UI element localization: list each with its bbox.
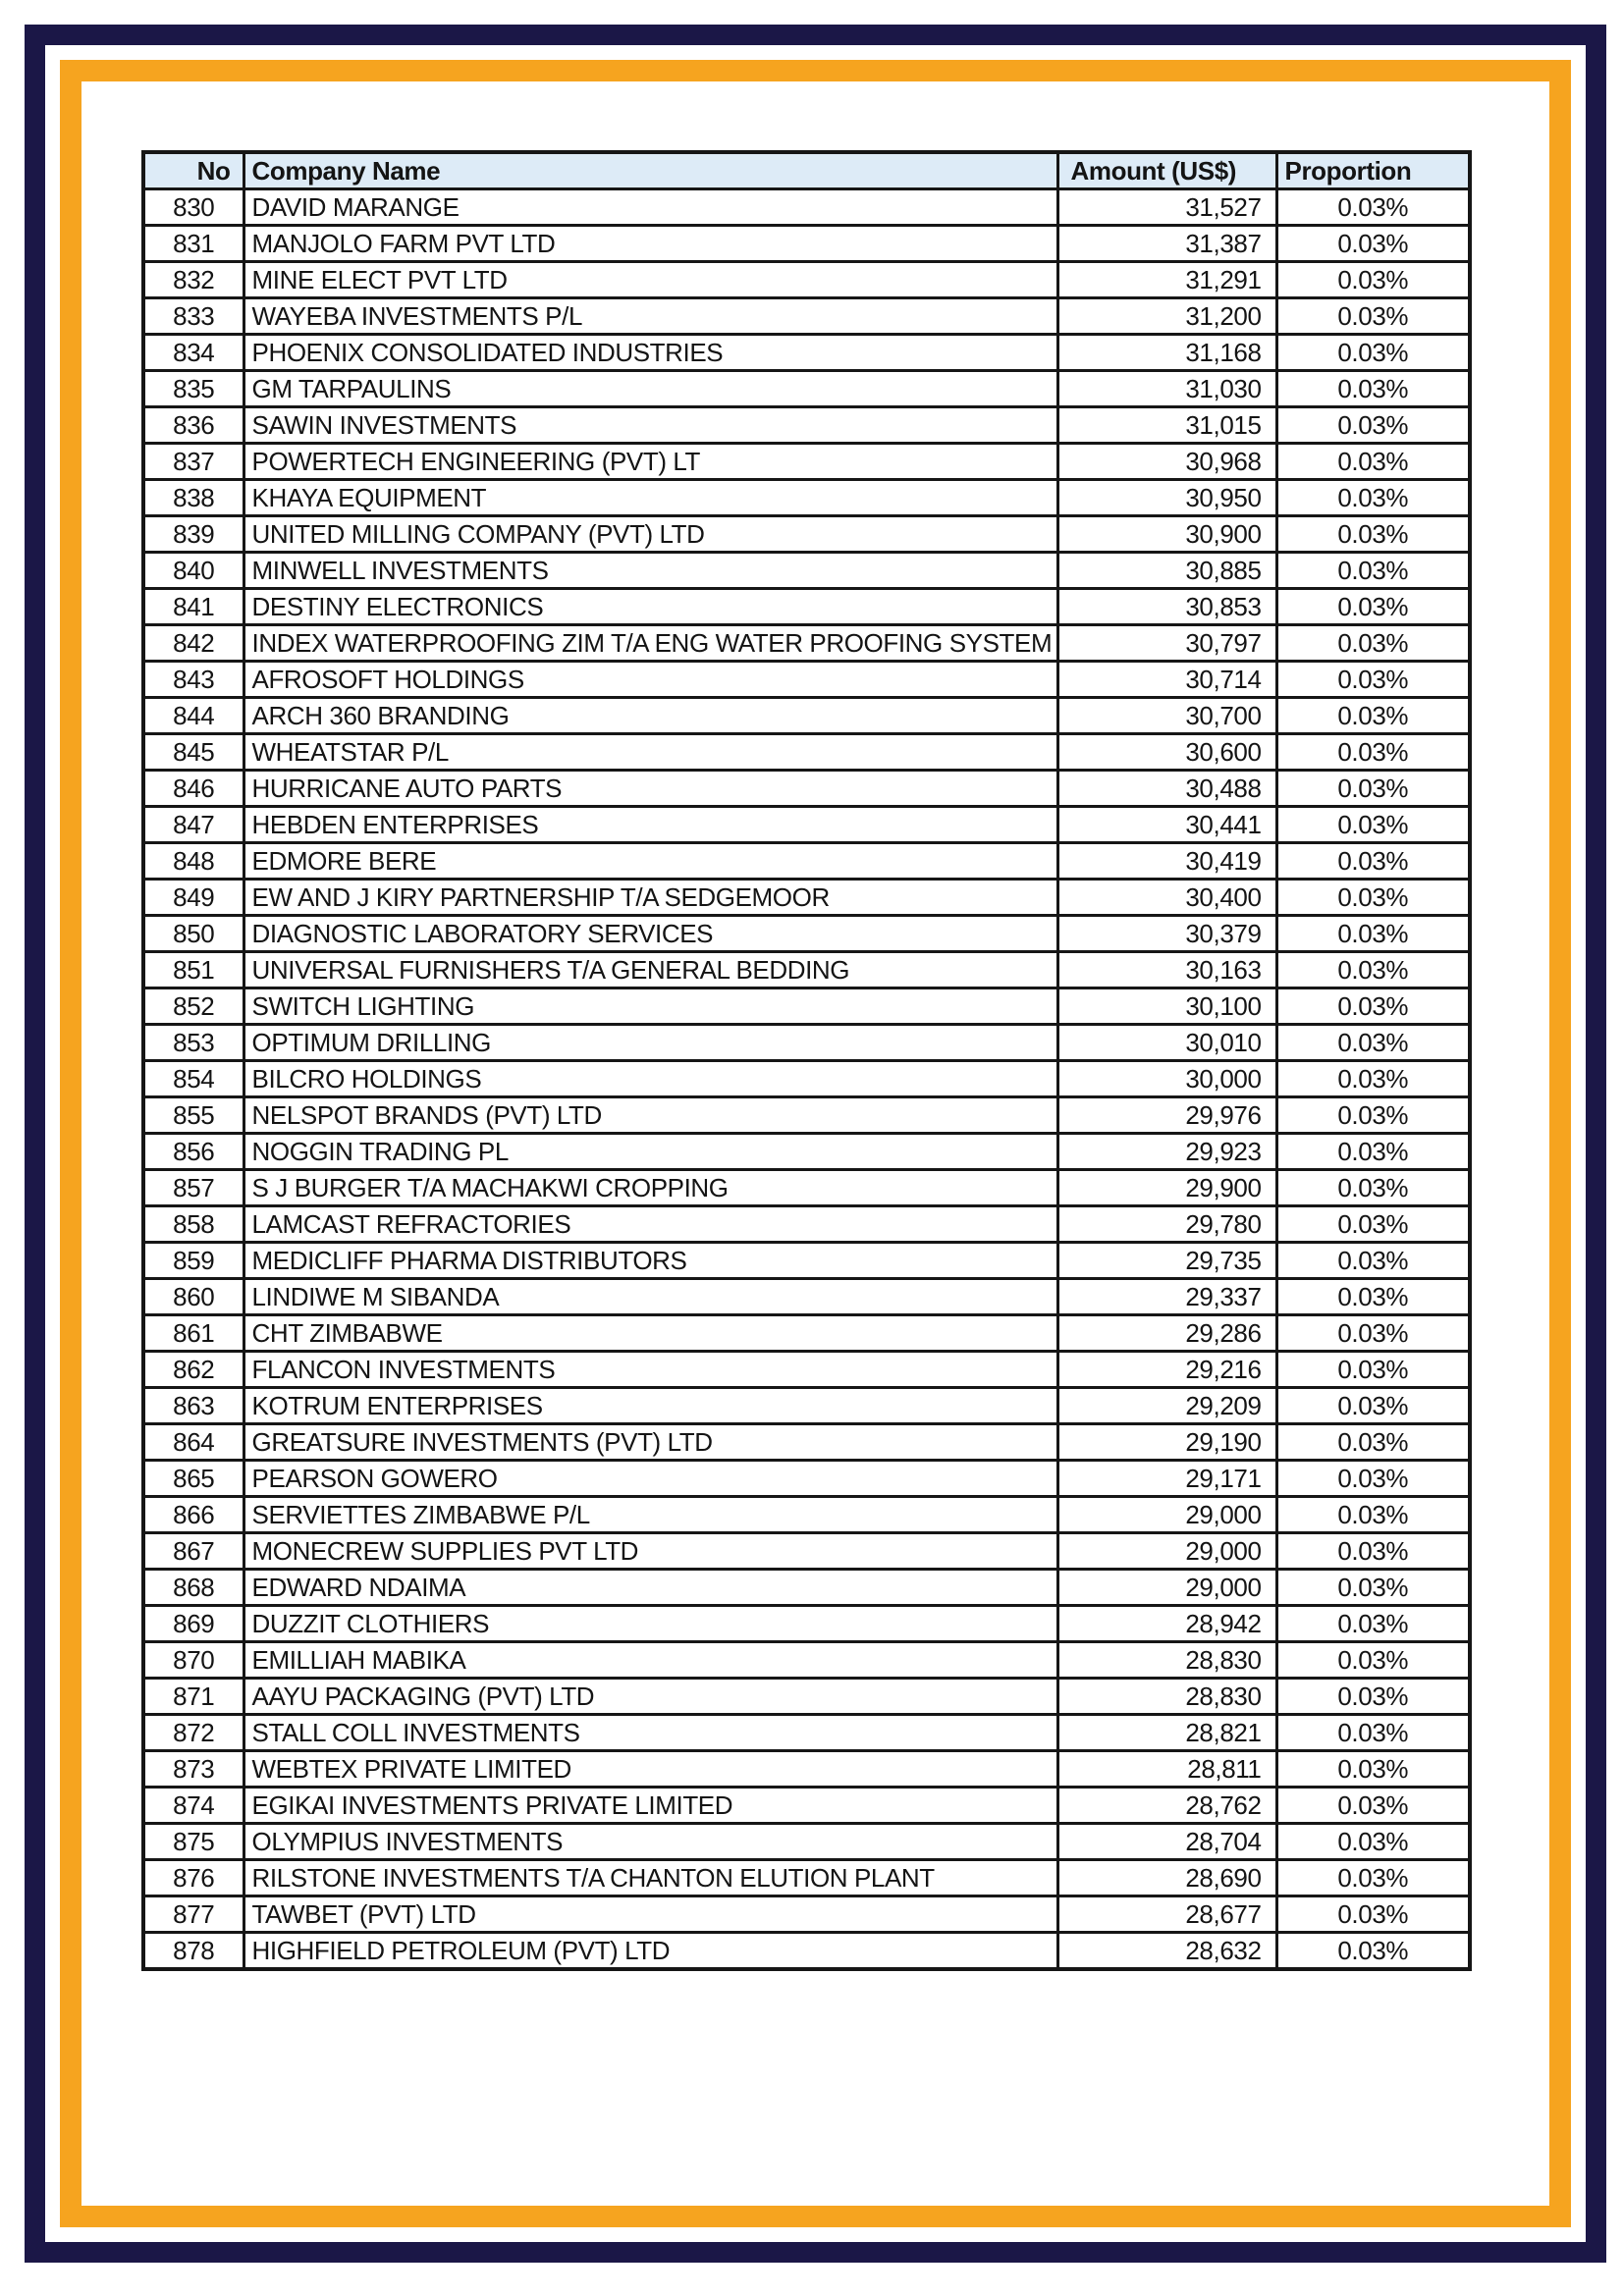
table-row: [143, 1533, 1470, 1570]
cell-amount: 31,387: [1057, 226, 1276, 262]
cell-amount: 30,900: [1057, 516, 1276, 553]
table-row: [143, 335, 1470, 371]
cell-no: 854: [143, 1061, 243, 1097]
cell-proportion: 0.03%: [1276, 1424, 1470, 1461]
cell-company-name: SWITCH LIGHTING: [243, 988, 1057, 1025]
cell-company-name: ARCH 360 BRANDING: [243, 698, 1057, 734]
cell-amount: 28,830: [1057, 1679, 1276, 1715]
cell-proportion: 0.03%: [1276, 1497, 1470, 1533]
cell-proportion: 0.03%: [1276, 1097, 1470, 1134]
cell-proportion: 0.03%: [1276, 1243, 1470, 1279]
cell-amount: 30,950: [1057, 480, 1276, 516]
cell-company-name: WHEATSTAR P/L: [243, 734, 1057, 771]
cell-amount: 29,900: [1057, 1170, 1276, 1206]
cell-amount: 29,000: [1057, 1533, 1276, 1570]
cell-company-name: NOGGIN TRADING PL: [243, 1134, 1057, 1170]
cell-amount: 30,968: [1057, 444, 1276, 480]
table-row: [143, 1243, 1470, 1279]
cell-no: 840: [143, 553, 243, 589]
cell-company-name: LINDIWE M SIBANDA: [243, 1279, 1057, 1315]
cell-proportion: 0.03%: [1276, 1134, 1470, 1170]
table-row: [143, 589, 1470, 625]
cell-proportion: 0.03%: [1276, 1933, 1470, 1970]
table-row: [143, 1788, 1470, 1824]
cell-no: 873: [143, 1751, 243, 1788]
cell-amount: 31,291: [1057, 262, 1276, 298]
table-row: [143, 553, 1470, 589]
cell-amount: 29,000: [1057, 1570, 1276, 1606]
cell-amount: 30,488: [1057, 771, 1276, 807]
cell-no: 868: [143, 1570, 243, 1606]
cell-company-name: POWERTECH ENGINEERING (PVT) LT: [243, 444, 1057, 480]
cell-no: 836: [143, 407, 243, 444]
table-row: [143, 1751, 1470, 1788]
cell-no: 867: [143, 1533, 243, 1570]
cell-proportion: 0.03%: [1276, 1025, 1470, 1061]
table-row: [143, 952, 1470, 988]
table-row: [143, 444, 1470, 480]
cell-no: 865: [143, 1461, 243, 1497]
cell-company-name: MINE ELECT PVT LTD: [243, 262, 1057, 298]
cell-company-name: EW AND J KIRY PARTNERSHIP T/A SEDGEMOOR: [243, 880, 1057, 916]
cell-amount: 30,600: [1057, 734, 1276, 771]
table-row: [143, 1824, 1470, 1860]
cell-company-name: UNIVERSAL FURNISHERS T/A GENERAL BEDDING: [243, 952, 1057, 988]
cell-amount: 28,762: [1057, 1788, 1276, 1824]
cell-company-name: NELSPOT BRANDS (PVT) LTD: [243, 1097, 1057, 1134]
table-row: [143, 880, 1470, 916]
cell-proportion: 0.03%: [1276, 371, 1470, 407]
cell-proportion: 0.03%: [1276, 1461, 1470, 1497]
cell-company-name: OPTIMUM DRILLING: [243, 1025, 1057, 1061]
table-row: [143, 1642, 1470, 1679]
header-row: [143, 152, 1470, 189]
cell-amount: 31,030: [1057, 371, 1276, 407]
cell-amount: 31,015: [1057, 407, 1276, 444]
cell-proportion: 0.03%: [1276, 480, 1470, 516]
cell-proportion: 0.03%: [1276, 1860, 1470, 1896]
table-row: [143, 625, 1470, 662]
cell-no: 833: [143, 298, 243, 335]
cell-no: 850: [143, 916, 243, 952]
cell-no: 856: [143, 1134, 243, 1170]
cell-proportion: 0.03%: [1276, 916, 1470, 952]
cell-amount: 29,286: [1057, 1315, 1276, 1352]
cell-company-name: S J BURGER T/A MACHAKWI CROPPING: [243, 1170, 1057, 1206]
cell-proportion: 0.03%: [1276, 1679, 1470, 1715]
cell-amount: 28,811: [1057, 1751, 1276, 1788]
table-row: [143, 1497, 1470, 1533]
cell-amount: 31,527: [1057, 189, 1276, 226]
cell-company-name: WEBTEX PRIVATE LIMITED: [243, 1751, 1057, 1788]
cell-proportion: 0.03%: [1276, 553, 1470, 589]
cell-company-name: EDMORE BERE: [243, 843, 1057, 880]
cell-company-name: UNITED MILLING COMPANY (PVT) LTD: [243, 516, 1057, 553]
cell-proportion: 0.03%: [1276, 1606, 1470, 1642]
cell-amount: 29,337: [1057, 1279, 1276, 1315]
cell-proportion: 0.03%: [1276, 1642, 1470, 1679]
cell-amount: 29,190: [1057, 1424, 1276, 1461]
outer-navy-border: [25, 25, 1606, 2263]
cell-amount: 31,200: [1057, 298, 1276, 335]
cell-amount: 28,830: [1057, 1642, 1276, 1679]
cell-company-name: LAMCAST REFRACTORIES: [243, 1206, 1057, 1243]
cell-no: 874: [143, 1788, 243, 1824]
cell-no: 832: [143, 262, 243, 298]
cell-no: 858: [143, 1206, 243, 1243]
cell-proportion: 0.03%: [1276, 298, 1470, 335]
cell-amount: 30,100: [1057, 988, 1276, 1025]
cell-amount: 30,714: [1057, 662, 1276, 698]
cell-amount: 29,780: [1057, 1206, 1276, 1243]
cell-company-name: GM TARPAULINS: [243, 371, 1057, 407]
cell-proportion: 0.03%: [1276, 444, 1470, 480]
cell-no: 846: [143, 771, 243, 807]
table-row: [143, 662, 1470, 698]
cell-amount: 30,885: [1057, 553, 1276, 589]
table-row: [143, 1025, 1470, 1061]
cell-amount: 28,677: [1057, 1896, 1276, 1933]
cell-proportion: 0.03%: [1276, 952, 1470, 988]
table-row: [143, 988, 1470, 1025]
cell-no: 848: [143, 843, 243, 880]
cell-amount: 30,000: [1057, 1061, 1276, 1097]
company-amount-table: [141, 150, 1472, 1971]
cell-amount: 30,797: [1057, 625, 1276, 662]
cell-proportion: 0.03%: [1276, 1352, 1470, 1388]
table-row: [143, 1206, 1470, 1243]
cell-company-name: MANJOLO FARM PVT LTD: [243, 226, 1057, 262]
cell-proportion: 0.03%: [1276, 407, 1470, 444]
cell-company-name: EMILLIAH MABIKA: [243, 1642, 1057, 1679]
table-row: [143, 226, 1470, 262]
cell-no: 845: [143, 734, 243, 771]
cell-company-name: MONECREW SUPPLIES PVT LTD: [243, 1533, 1057, 1570]
cell-proportion: 0.03%: [1276, 734, 1470, 771]
table-row: [143, 916, 1470, 952]
cell-proportion: 0.03%: [1276, 698, 1470, 734]
cell-no: 843: [143, 662, 243, 698]
table-row: [143, 1606, 1470, 1642]
header-amount: Amount (US$): [1057, 152, 1276, 189]
cell-proportion: 0.03%: [1276, 1061, 1470, 1097]
cell-company-name: DAVID MARANGE: [243, 189, 1057, 226]
cell-company-name: PEARSON GOWERO: [243, 1461, 1057, 1497]
cell-amount: 28,821: [1057, 1715, 1276, 1751]
cell-no: 871: [143, 1679, 243, 1715]
cell-proportion: 0.03%: [1276, 1170, 1470, 1206]
cell-no: 842: [143, 625, 243, 662]
cell-company-name: RILSTONE INVESTMENTS T/A CHANTON ELUTION PLANT: [243, 1860, 1057, 1896]
header-proportion: Proportion: [1276, 152, 1470, 189]
table-row: [143, 516, 1470, 553]
cell-no: 835: [143, 371, 243, 407]
cell-proportion: 0.03%: [1276, 1315, 1470, 1352]
table-row: [143, 371, 1470, 407]
cell-proportion: 0.03%: [1276, 1388, 1470, 1424]
cell-company-name: BILCRO HOLDINGS: [243, 1061, 1057, 1097]
cell-no: 866: [143, 1497, 243, 1533]
cell-proportion: 0.03%: [1276, 1788, 1470, 1824]
cell-no: 841: [143, 589, 243, 625]
cell-company-name: DIAGNOSTIC LABORATORY SERVICES: [243, 916, 1057, 952]
cell-proportion: 0.03%: [1276, 262, 1470, 298]
cell-proportion: 0.03%: [1276, 807, 1470, 843]
table-row: [143, 1134, 1470, 1170]
table-row: [143, 1315, 1470, 1352]
table-row: [143, 407, 1470, 444]
cell-amount: 28,690: [1057, 1860, 1276, 1896]
cell-proportion: 0.03%: [1276, 1715, 1470, 1751]
cell-amount: 30,853: [1057, 589, 1276, 625]
cell-no: 831: [143, 226, 243, 262]
cell-no: 847: [143, 807, 243, 843]
cell-amount: 29,923: [1057, 1134, 1276, 1170]
cell-amount: 30,379: [1057, 916, 1276, 952]
cell-company-name: GREATSURE INVESTMENTS (PVT) LTD: [243, 1424, 1057, 1461]
cell-company-name: MINWELL INVESTMENTS: [243, 553, 1057, 589]
table-row: [143, 1388, 1470, 1424]
cell-no: 869: [143, 1606, 243, 1642]
cell-company-name: TAWBET (PVT) LTD: [243, 1896, 1057, 1933]
cell-no: 830: [143, 189, 243, 226]
table-row: [143, 1715, 1470, 1751]
table-row: [143, 1461, 1470, 1497]
table-body: [143, 189, 1470, 1970]
cell-amount: 29,000: [1057, 1497, 1276, 1533]
cell-amount: 28,632: [1057, 1933, 1276, 1970]
cell-company-name: KHAYA EQUIPMENT: [243, 480, 1057, 516]
cell-company-name: AFROSOFT HOLDINGS: [243, 662, 1057, 698]
cell-company-name: OLYMPIUS INVESTMENTS: [243, 1824, 1057, 1860]
cell-company-name: STALL COLL INVESTMENTS: [243, 1715, 1057, 1751]
cell-no: 839: [143, 516, 243, 553]
cell-amount: 29,171: [1057, 1461, 1276, 1497]
table-row: [143, 698, 1470, 734]
cell-company-name: WAYEBA INVESTMENTS P/L: [243, 298, 1057, 335]
cell-company-name: FLANCON INVESTMENTS: [243, 1352, 1057, 1388]
cell-proportion: 0.03%: [1276, 880, 1470, 916]
cell-company-name: HURRICANE AUTO PARTS: [243, 771, 1057, 807]
table-row: [143, 480, 1470, 516]
cell-no: 851: [143, 952, 243, 988]
cell-no: 834: [143, 335, 243, 371]
cell-no: 860: [143, 1279, 243, 1315]
cell-amount: 30,400: [1057, 880, 1276, 916]
table-row: [143, 298, 1470, 335]
table-row: [143, 1679, 1470, 1715]
cell-no: 857: [143, 1170, 243, 1206]
table-row: [143, 1896, 1470, 1933]
header-no: No: [143, 152, 243, 189]
cell-no: 855: [143, 1097, 243, 1134]
cell-no: 878: [143, 1933, 243, 1970]
cell-proportion: 0.03%: [1276, 625, 1470, 662]
cell-proportion: 0.03%: [1276, 843, 1470, 880]
cell-company-name: MEDICLIFF PHARMA DISTRIBUTORS: [243, 1243, 1057, 1279]
table-row: [143, 771, 1470, 807]
table-row: [143, 1170, 1470, 1206]
table-row: [143, 1352, 1470, 1388]
cell-company-name: KOTRUM ENTERPRISES: [243, 1388, 1057, 1424]
cell-amount: 29,976: [1057, 1097, 1276, 1134]
cell-proportion: 0.03%: [1276, 189, 1470, 226]
cell-amount: 28,942: [1057, 1606, 1276, 1642]
inner-orange-border: [60, 60, 1571, 2227]
cell-company-name: CHT ZIMBABWE: [243, 1315, 1057, 1352]
cell-company-name: PHOENIX CONSOLIDATED INDUSTRIES: [243, 335, 1057, 371]
cell-proportion: 0.03%: [1276, 516, 1470, 553]
cell-no: 844: [143, 698, 243, 734]
cell-proportion: 0.03%: [1276, 988, 1470, 1025]
cell-proportion: 0.03%: [1276, 226, 1470, 262]
cell-no: 875: [143, 1824, 243, 1860]
cell-company-name: EDWARD NDAIMA: [243, 1570, 1057, 1606]
cell-proportion: 0.03%: [1276, 1570, 1470, 1606]
table-row: [143, 1424, 1470, 1461]
cell-proportion: 0.03%: [1276, 1824, 1470, 1860]
table-row: [143, 1860, 1470, 1896]
cell-amount: 30,010: [1057, 1025, 1276, 1061]
cell-amount: 30,419: [1057, 843, 1276, 880]
table-row: [143, 1279, 1470, 1315]
cell-amount: 31,168: [1057, 335, 1276, 371]
cell-company-name: INDEX WATERPROOFING ZIM T/A ENG WATER PROOFING SYSTEM: [243, 625, 1057, 662]
cell-company-name: HEBDEN ENTERPRISES: [243, 807, 1057, 843]
cell-amount: 29,209: [1057, 1388, 1276, 1424]
cell-company-name: DESTINY ELECTRONICS: [243, 589, 1057, 625]
cell-company-name: EGIKAI INVESTMENTS PRIVATE LIMITED: [243, 1788, 1057, 1824]
cell-company-name: AAYU PACKAGING (PVT) LTD: [243, 1679, 1057, 1715]
cell-no: 876: [143, 1860, 243, 1896]
header-company-name: Company Name: [243, 152, 1057, 189]
cell-amount: 29,216: [1057, 1352, 1276, 1388]
table-row: [143, 843, 1470, 880]
table-row: [143, 1570, 1470, 1606]
cell-company-name: DUZZIT CLOTHIERS: [243, 1606, 1057, 1642]
cell-no: 864: [143, 1424, 243, 1461]
cell-no: 870: [143, 1642, 243, 1679]
cell-no: 862: [143, 1352, 243, 1388]
table-row: [143, 1933, 1470, 1970]
cell-proportion: 0.03%: [1276, 1206, 1470, 1243]
cell-no: 872: [143, 1715, 243, 1751]
cell-no: 852: [143, 988, 243, 1025]
cell-no: 861: [143, 1315, 243, 1352]
cell-proportion: 0.03%: [1276, 1896, 1470, 1933]
cell-amount: 28,704: [1057, 1824, 1276, 1860]
table-row: [143, 734, 1470, 771]
cell-amount: 30,441: [1057, 807, 1276, 843]
cell-no: 877: [143, 1896, 243, 1933]
cell-proportion: 0.03%: [1276, 662, 1470, 698]
cell-no: 859: [143, 1243, 243, 1279]
table-row: [143, 189, 1470, 226]
cell-amount: 29,735: [1057, 1243, 1276, 1279]
cell-no: 849: [143, 880, 243, 916]
table-row: [143, 1097, 1470, 1134]
table-row: [143, 807, 1470, 843]
cell-company-name: HIGHFIELD PETROLEUM (PVT) LTD: [243, 1933, 1057, 1970]
cell-no: 837: [143, 444, 243, 480]
cell-no: 853: [143, 1025, 243, 1061]
table-header: [143, 152, 1470, 189]
cell-proportion: 0.03%: [1276, 771, 1470, 807]
cell-proportion: 0.03%: [1276, 335, 1470, 371]
cell-proportion: 0.03%: [1276, 1279, 1470, 1315]
cell-proportion: 0.03%: [1276, 1751, 1470, 1788]
cell-amount: 30,163: [1057, 952, 1276, 988]
cell-company-name: SERVIETTES ZIMBABWE P/L: [243, 1497, 1057, 1533]
table-row: [143, 262, 1470, 298]
cell-no: 863: [143, 1388, 243, 1424]
cell-proportion: 0.03%: [1276, 589, 1470, 625]
cell-company-name: SAWIN INVESTMENTS: [243, 407, 1057, 444]
cell-no: 838: [143, 480, 243, 516]
cell-amount: 30,700: [1057, 698, 1276, 734]
cell-proportion: 0.03%: [1276, 1533, 1470, 1570]
table-row: [143, 1061, 1470, 1097]
